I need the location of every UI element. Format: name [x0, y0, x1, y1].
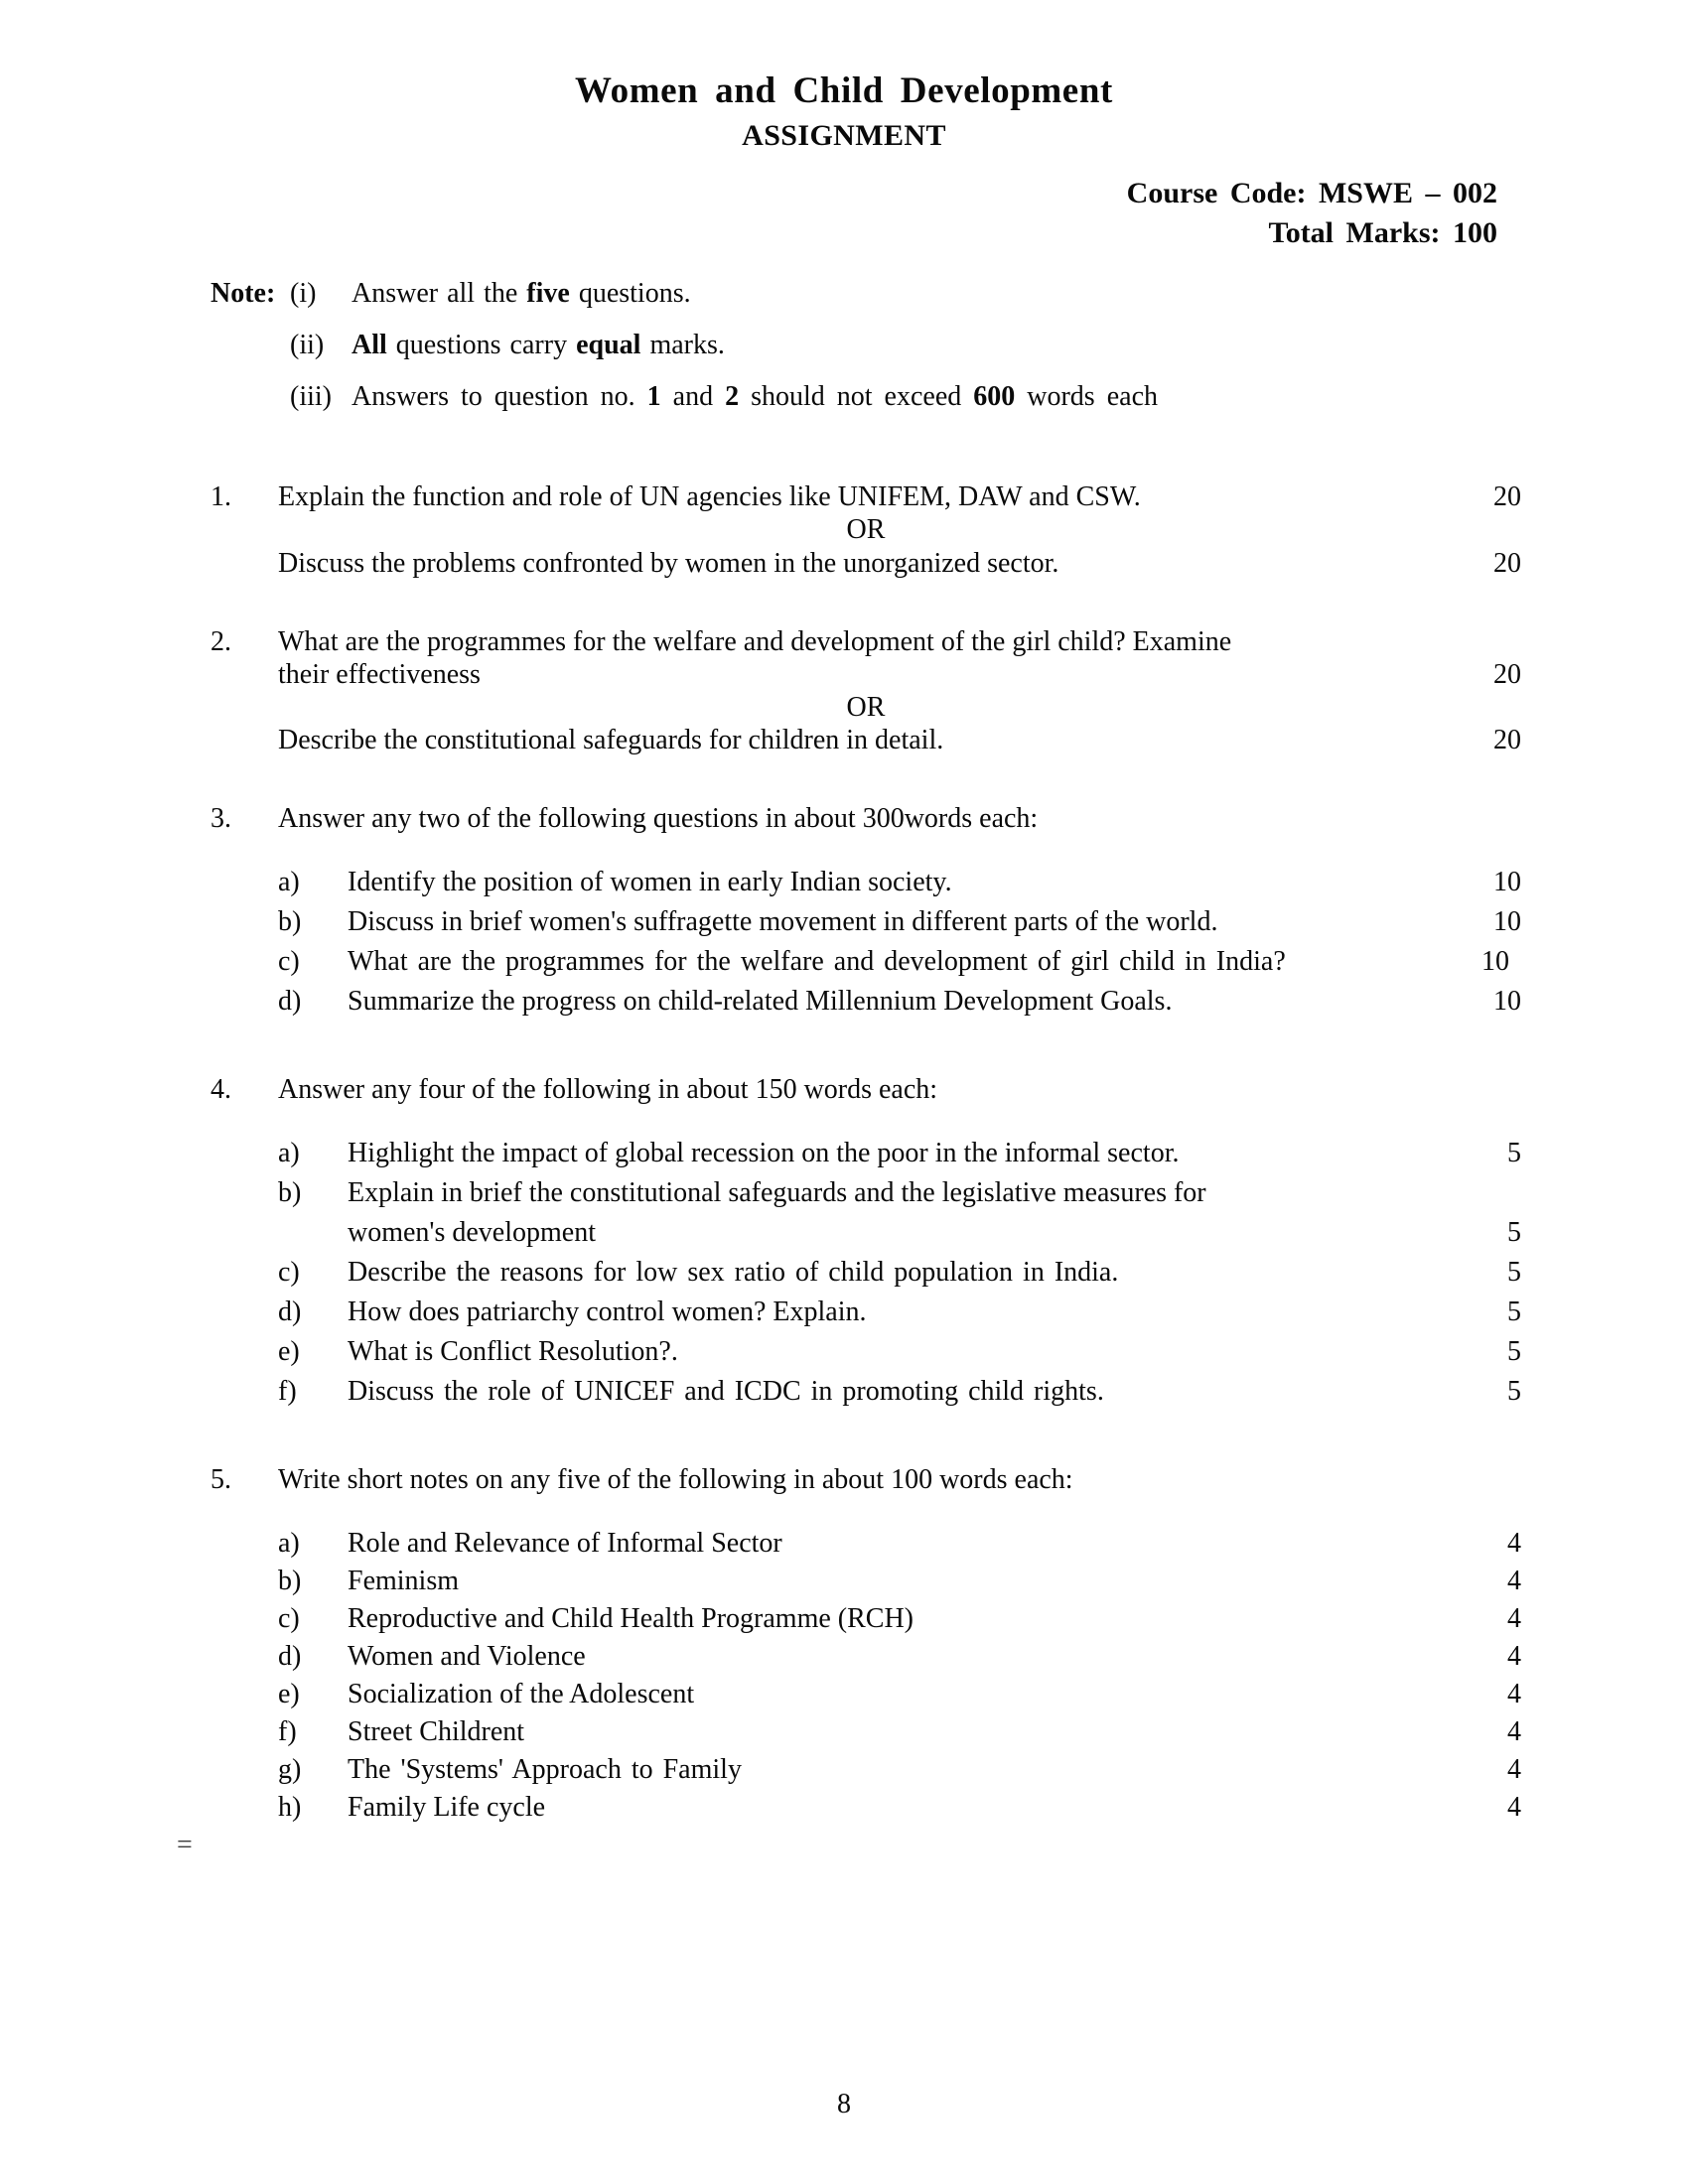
question-5 — [0, 1463, 1688, 1822]
question-text: What are the programmes for the welfare and development of the girl child? Examine — [278, 625, 1232, 657]
list-item — [278, 1643, 1521, 1671]
list-item — [278, 1259, 1521, 1287]
question-primary-row — [211, 480, 1521, 513]
list-item — [278, 908, 1521, 936]
or-separator: OR — [846, 691, 886, 723]
note-text: Answer all the five questions. — [352, 277, 691, 309]
item-text: What is Conflict Resolution?. — [348, 1336, 678, 1368]
item-text: Street Childrent — [348, 1716, 525, 1748]
item-letter: d) — [278, 1641, 302, 1673]
question-alt-marks: 20 — [1493, 547, 1521, 579]
item-letter: h) — [278, 1792, 302, 1824]
list-item — [278, 1140, 1521, 1167]
question-stem: Write short notes on any five of the following in about 100 words each: — [278, 1464, 1073, 1496]
list-item — [278, 1605, 1521, 1633]
item-letter: f) — [278, 1376, 297, 1408]
question-number: 5. — [211, 1464, 231, 1496]
note-item — [211, 277, 1499, 309]
or-separator: OR — [846, 513, 886, 545]
item-marks: 4 — [1507, 1792, 1521, 1824]
item-letter: e) — [278, 1679, 300, 1710]
question-stem: Answer any two of the following questions in about 300words each: — [278, 803, 1039, 835]
question-stem-row — [211, 1463, 1521, 1496]
note-roman: (i) — [290, 277, 317, 309]
question-alt-row — [211, 724, 1521, 756]
item-text: Role and Relevance of Informal Sector — [348, 1528, 782, 1560]
list-item — [278, 1298, 1521, 1326]
question-alt-text: Discuss the problems confronted by women in the unorganized sector. — [278, 547, 1059, 579]
item-marks: 4 — [1507, 1603, 1521, 1635]
question-1 — [0, 480, 1688, 580]
item-text: Explain in brief the constitutional safeguards and the legislative measures for — [348, 1177, 1206, 1209]
question-number: 1. — [211, 480, 231, 512]
item-text: Identify the position of women in early Indian society. — [348, 867, 952, 898]
item-text: Highlight the impact of global recession on the poor in the informal sector. — [348, 1138, 1180, 1169]
note-roman: (iii) — [290, 380, 332, 412]
question-alt-text: Describe the constitutional safeguards for children in detail. — [278, 725, 944, 756]
item-marks: 4 — [1507, 1716, 1521, 1748]
item-text: Socialization of the Adolescent — [348, 1679, 695, 1710]
item-marks: 4 — [1507, 1679, 1521, 1710]
list-item — [278, 1794, 1521, 1822]
item-text: Feminism — [348, 1566, 460, 1597]
item-letter: a) — [278, 1528, 300, 1560]
question-number: 4. — [211, 1074, 231, 1106]
question-text-line2: their effectiveness — [278, 658, 481, 690]
question-marks: 20 — [1493, 658, 1521, 690]
item-marks: 4 — [1507, 1754, 1521, 1786]
item-marks: 10 — [1493, 867, 1521, 898]
question-number: 2. — [211, 625, 231, 657]
item-text-line2: women's development — [348, 1217, 596, 1249]
note-item — [211, 380, 1499, 412]
page-number: 8 — [837, 2089, 851, 2119]
list-item — [278, 948, 1521, 976]
note-item — [211, 329, 1499, 360]
list-item — [278, 1718, 1521, 1746]
page-subtitle: ASSIGNMENT — [742, 118, 946, 152]
list-item — [278, 869, 1521, 896]
item-text: How does patriarchy control women? Explain. — [348, 1297, 867, 1328]
item-marks: 10 — [1493, 906, 1521, 938]
note-label: Note: — [211, 277, 276, 309]
item-text: Summarize the progress on child-related Millennium Development Goals. — [348, 986, 1173, 1018]
item-letter: b) — [278, 1177, 302, 1209]
item-letter: c) — [278, 1257, 300, 1289]
item-marks: 4 — [1507, 1641, 1521, 1673]
note-text: Answers to question no. 1 and 2 should not exceed 600 words each — [352, 380, 1158, 412]
item-marks: 4 — [1507, 1566, 1521, 1597]
item-text: What are the programmes for the welfare and development of girl child in India? — [348, 946, 1286, 978]
question-stem-row — [211, 802, 1521, 835]
item-letter: c) — [278, 946, 300, 978]
item-marks: 5 — [1507, 1138, 1521, 1169]
list-item — [278, 1179, 1521, 1207]
item-letter: a) — [278, 867, 300, 898]
question-text: Explain the function and role of UN agencies like UNIFEM, DAW and CSW. — [278, 480, 1141, 512]
item-text: The 'Systems' Approach to Family — [348, 1754, 742, 1786]
stray-equals-mark: = — [177, 1830, 193, 1861]
note-text: All questions carry equal marks. — [352, 329, 725, 360]
list-item — [278, 1338, 1521, 1366]
question-2 — [0, 625, 1688, 757]
item-text: Discuss the role of UNICEF and ICDC in promoting child rights. — [348, 1376, 1104, 1408]
item-letter: a) — [278, 1138, 300, 1169]
question-primary-row — [211, 625, 1521, 658]
item-marks: 5 — [1507, 1336, 1521, 1368]
list-item — [278, 1681, 1521, 1708]
course-code-line: Course Code: MSWE – 002 — [1126, 176, 1497, 209]
item-marks: 10 — [1493, 986, 1521, 1018]
item-marks: 10 — [1481, 946, 1509, 978]
question-5-sub-items — [211, 1530, 1521, 1822]
item-letter: d) — [278, 986, 302, 1018]
question-3-sub-items — [211, 869, 1521, 1016]
list-item — [278, 1530, 1521, 1558]
item-text: Family Life cycle — [348, 1792, 546, 1824]
note-block — [0, 277, 1688, 412]
question-4-sub-items — [211, 1140, 1521, 1406]
item-letter: f) — [278, 1716, 297, 1748]
list-item — [278, 1378, 1521, 1406]
item-text: Women and Violence — [348, 1641, 586, 1673]
page-title: Women and Child Development — [575, 70, 1113, 111]
item-marks: 5 — [1507, 1297, 1521, 1328]
item-marks: 5 — [1507, 1217, 1521, 1249]
question-alt-row — [211, 547, 1521, 580]
item-letter: c) — [278, 1603, 300, 1635]
question-3 — [0, 802, 1688, 1016]
item-marks: 5 — [1507, 1376, 1521, 1408]
item-letter: g) — [278, 1754, 302, 1786]
total-marks-line: Total Marks: 100 — [1268, 216, 1497, 250]
item-letter: b) — [278, 906, 302, 938]
item-letter: d) — [278, 1297, 302, 1328]
item-text: Describe the reasons for low sex ratio of child population in India. — [348, 1257, 1119, 1289]
question-stem-row — [211, 1073, 1521, 1106]
list-item — [278, 1568, 1521, 1595]
course-meta — [0, 174, 1688, 254]
question-number: 3. — [211, 803, 231, 835]
question-4 — [0, 1073, 1688, 1406]
note-roman: (ii) — [290, 329, 325, 360]
list-item — [278, 988, 1521, 1016]
item-marks: 4 — [1507, 1528, 1521, 1560]
item-marks: 5 — [1507, 1257, 1521, 1289]
question-alt-marks: 20 — [1493, 725, 1521, 756]
item-text: Reproductive and Child Health Programme (RCH) — [348, 1603, 914, 1635]
list-item — [278, 1756, 1521, 1784]
question-stem: Answer any four of the following in about 150 words each: — [278, 1074, 938, 1106]
item-letter: e) — [278, 1336, 300, 1368]
item-text: Discuss in brief women's suffragette movement in different parts of the world. — [348, 906, 1218, 938]
question-marks: 20 — [1493, 480, 1521, 512]
item-letter: b) — [278, 1566, 302, 1597]
list-item-continuation — [278, 1219, 1521, 1247]
question-continuation-row — [211, 658, 1521, 691]
